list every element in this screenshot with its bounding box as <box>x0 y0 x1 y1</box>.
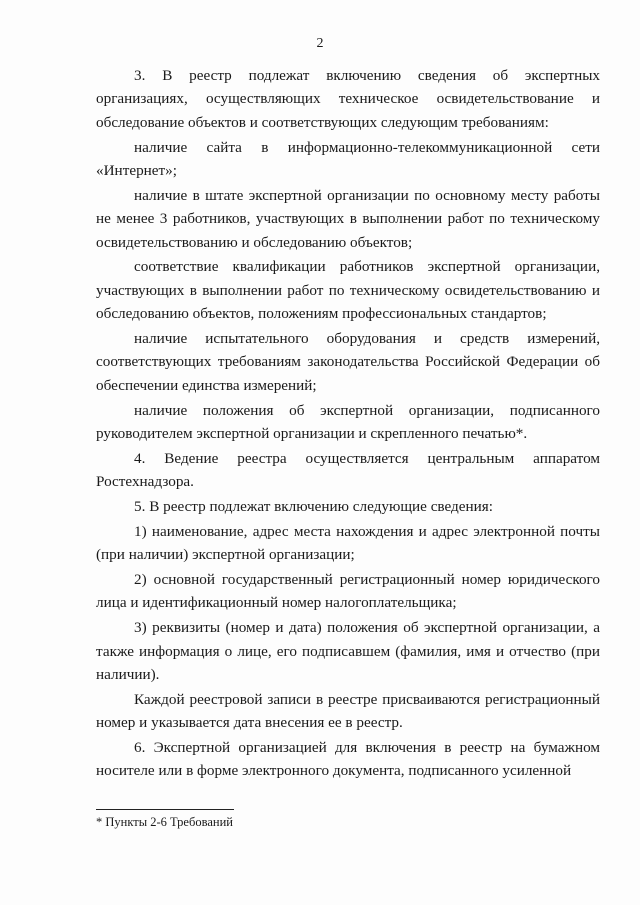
paragraph-4: 4. Ведение реестра осуществляется центральным аппаратом Ростехнадзора. <box>96 449 600 491</box>
paragraph-3-intro: 3. В реестр подлежат включению сведения об экспертных организациях, осуществляющих техническое освидетельствование и обследование объектов и соответствующих следующим требованиям: <box>96 67 600 131</box>
paragraph-6: 6. Экспертной организацией для включения в реестр на бумажном носителе или в форме электронного документа, подписанного усиленной <box>96 739 600 780</box>
requirement-website: наличие сайта в информационно-телекоммуникационной сети «Интернет»; <box>96 138 600 180</box>
requirement-equipment: наличие испытательного оборудования и средств измерений, соответствующих требованиям законодательства Российской Федерации об обеспечении единства измерений; <box>96 330 600 394</box>
paragraph-5-intro: 5. В реестр подлежат включению следующие сведения: <box>134 498 493 516</box>
document-body <box>96 64 600 784</box>
item-1-name-address: 1) наименование, адрес места нахождения и адрес электронной почты (при наличии) экспертной организации; <box>96 522 600 564</box>
footnote-divider <box>96 809 234 810</box>
item-2-registration-number: 2) основной государственный регистрационный номер юридического лица и идентификационный номер налогоплательщика; <box>96 571 600 612</box>
requirement-staff: наличие в штате экспертной организации по основному месту работы не менее 3 работников, участвующих в выполнении работ по техническому освидетельствованию и обследованию объектов; <box>96 186 600 251</box>
requirement-regulation: наличие положения об экспертной организации, подписанного руководителем экспертной организации и скрепленного печатью*. <box>96 401 600 443</box>
requirement-qualification: соответствие квалификации работников экспертной организации, участвующих в выполнении работ по техническому освидетельствованию и обследованию объектов, положениям профессиональных стандартов; <box>96 258 600 323</box>
registry-record-note: Каждой реестровой записи в реестре присваиваются регистрационный номер и указывается дата внесения ее в реестр. <box>96 690 600 732</box>
page-number: 2 <box>316 36 324 51</box>
item-3-details: 3) реквизиты (номер и дата) положения об экспертной организации, а также информация о лице, его подписавшем (фамилия, имя и отчество (при наличии). <box>96 619 600 684</box>
footnote: * Пункты 2-6 Требований <box>96 815 233 829</box>
